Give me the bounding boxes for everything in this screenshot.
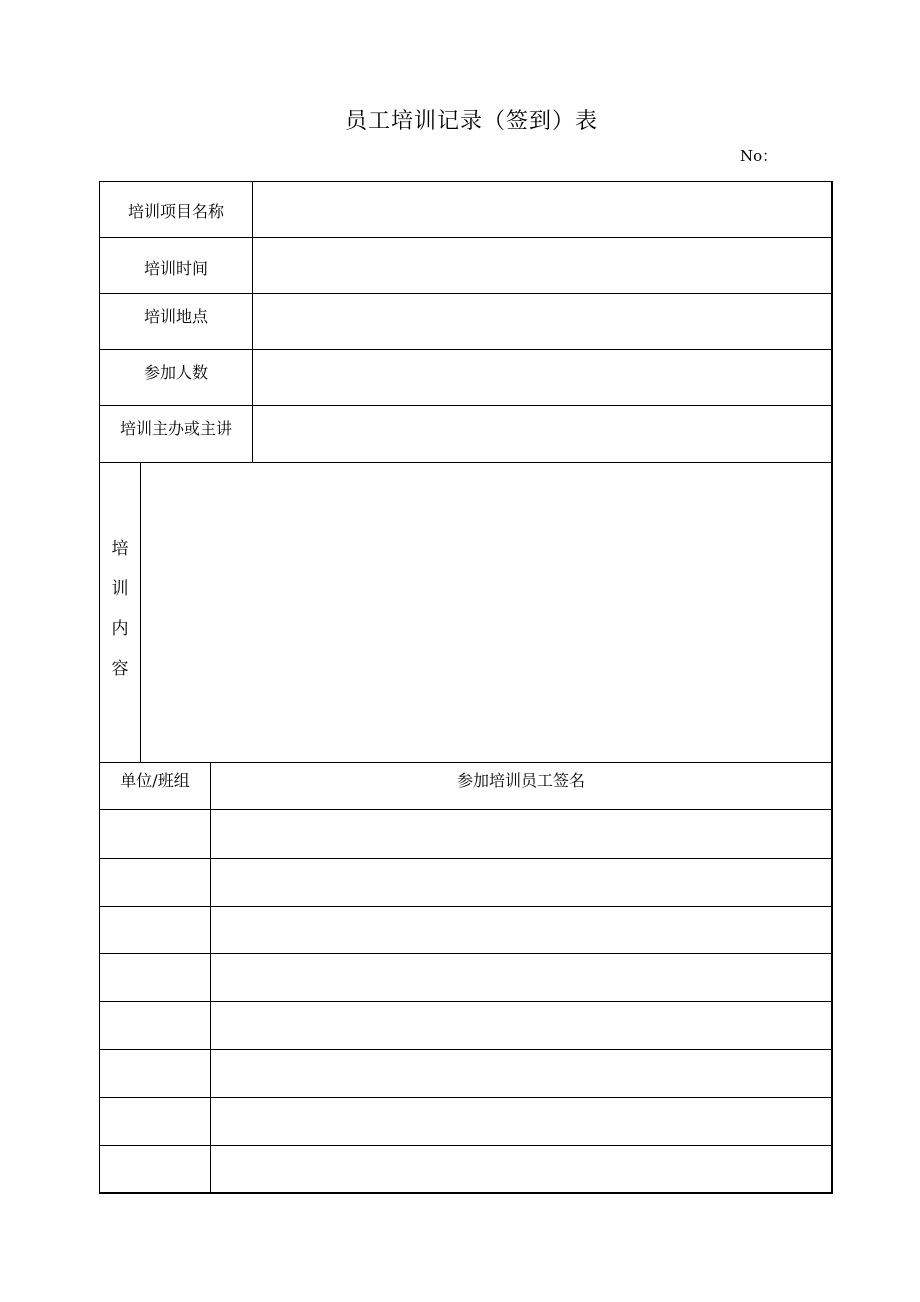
row-divider	[99, 762, 832, 763]
signature-cell[interactable]	[212, 1051, 830, 1096]
signature-cell[interactable]	[212, 811, 830, 857]
row-divider	[99, 293, 832, 294]
unit-cell[interactable]	[101, 1003, 209, 1048]
training-content-label-char-1: 培	[111, 539, 129, 559]
signature-cell[interactable]	[212, 860, 830, 905]
row-divider	[99, 1145, 832, 1146]
unit-cell[interactable]	[101, 1051, 209, 1096]
table-border-right	[831, 181, 833, 1194]
participant-count-label: 参加人数	[143, 363, 208, 382]
training-content-label-char-2: 训	[111, 579, 129, 599]
training-location-field[interactable]	[254, 295, 830, 348]
training-location-label: 培训地点	[143, 307, 208, 326]
signature-cell[interactable]	[212, 1003, 830, 1048]
participant-count-field[interactable]	[254, 351, 830, 404]
table-border-top	[99, 181, 833, 182]
unit-cell[interactable]	[101, 811, 209, 857]
unit-cell[interactable]	[101, 1099, 209, 1144]
content-column-divider	[140, 462, 141, 762]
unit-cell[interactable]	[101, 860, 209, 905]
unit-cell[interactable]	[101, 1147, 209, 1191]
signature-cell[interactable]	[212, 955, 830, 1000]
unit-cell[interactable]	[101, 955, 209, 1000]
training-host-or-lecturer-label: 培训主办或主讲	[119, 419, 232, 438]
training-content-label-char-3: 内	[111, 619, 129, 639]
unit-team-header: 单位/班组	[120, 771, 190, 790]
signature-cell[interactable]	[212, 1147, 830, 1191]
row-divider	[99, 349, 832, 350]
unit-cell[interactable]	[101, 908, 209, 952]
table-border-left	[99, 181, 100, 1194]
row-divider	[99, 953, 832, 954]
employee-signature-header: 参加培训员工签名	[456, 771, 585, 790]
row-divider	[99, 858, 832, 859]
row-divider	[99, 237, 832, 238]
row-divider	[99, 462, 832, 463]
signature-cell[interactable]	[212, 908, 830, 952]
row-divider	[99, 809, 832, 810]
training-time-field[interactable]	[254, 239, 830, 292]
training-host-or-lecturer-field[interactable]	[254, 407, 830, 461]
training-content-label-char-4: 容	[111, 659, 129, 679]
row-divider	[99, 1049, 832, 1050]
row-divider	[99, 405, 832, 406]
training-project-name-label: 培训项目名称	[127, 202, 224, 221]
document-number-label: No：	[740, 147, 778, 165]
training-time-label: 培训时间	[143, 259, 208, 278]
training-project-name-field[interactable]	[254, 183, 830, 236]
row-divider	[99, 1001, 832, 1002]
info-column-divider	[252, 181, 253, 462]
document-title: 员工培训记录（签到）表	[344, 109, 598, 134]
row-divider	[99, 1097, 832, 1098]
signature-column-divider	[210, 762, 211, 1193]
signature-cell[interactable]	[212, 1099, 830, 1144]
row-divider	[99, 906, 832, 907]
training-content-field[interactable]	[142, 464, 830, 761]
